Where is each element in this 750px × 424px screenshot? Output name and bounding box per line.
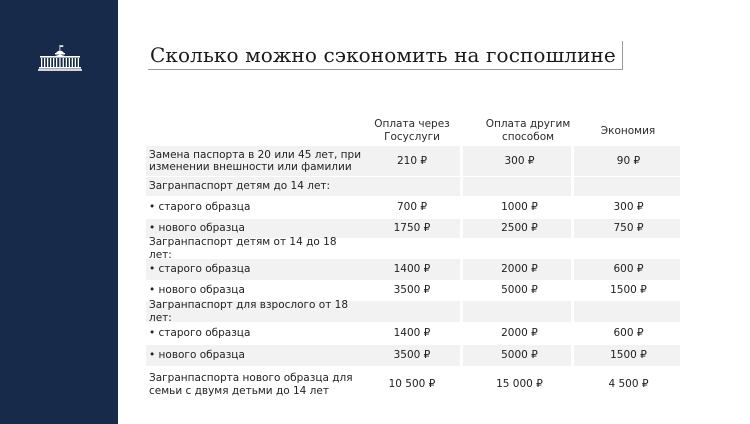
cell-other: 2500 ₽ <box>501 222 538 235</box>
row-label: Загранпаспорт для взрослого от 18 лет: <box>149 299 349 324</box>
column-header-savings: Экономия <box>600 125 656 137</box>
cell-gosuslugi: 210 ₽ <box>396 154 428 167</box>
table-row <box>146 301 680 323</box>
table-row <box>146 367 680 403</box>
cell-gosuslugi: 700 ₽ <box>396 201 428 214</box>
cell-savings: 1500 ₽ <box>610 284 647 297</box>
column-header-gosuslugi: Оплата через Госуслуги <box>374 118 450 143</box>
table-row <box>146 197 680 219</box>
cell-savings: 600 ₽ <box>613 263 644 276</box>
cell-other: 2000 ₽ <box>501 327 538 340</box>
cell-gosuslugi: 3500 ₽ <box>393 284 431 297</box>
cell-gosuslugi: 1400 ₽ <box>393 263 431 276</box>
table-row <box>146 236 680 261</box>
cell-gosuslugi: 1750 ₽ <box>393 222 431 235</box>
row-label: Загранпаспорт детям от 14 до 18 лет: <box>149 236 337 261</box>
cell-other: 5000 ₽ <box>501 284 538 297</box>
fee-table <box>146 146 680 403</box>
table-row <box>146 177 680 197</box>
cell-other: 300 ₽ <box>504 154 535 167</box>
table-row <box>146 281 680 301</box>
row-label: • нового образца <box>149 222 245 235</box>
row-label: Загранпаспорта нового образца для семьи с двумя детьми до 14 лет <box>149 372 353 397</box>
column-header-other: Оплата другим способом <box>485 118 571 143</box>
cell-savings: 750 ₽ <box>613 222 644 235</box>
cell-savings: 90 ₽ <box>616 154 641 167</box>
cell-savings: 300 ₽ <box>613 201 644 214</box>
government-building-icon <box>38 45 82 71</box>
cell-gosuslugi: 10 500 ₽ <box>388 378 436 391</box>
cell-gosuslugi: 3500 ₽ <box>393 349 431 362</box>
title-frame <box>148 41 623 70</box>
cell-savings: 600 ₽ <box>613 327 644 340</box>
cell-gosuslugi: 1400 ₽ <box>393 327 431 340</box>
row-label: • старого образца <box>149 201 251 214</box>
cell-other: 15 000 ₽ <box>496 378 543 391</box>
table-row <box>146 345 680 367</box>
table-row <box>146 259 680 281</box>
row-label: • нового образца <box>149 349 245 362</box>
cell-other: 1000 ₽ <box>501 201 538 214</box>
table-row <box>146 323 680 345</box>
cell-other: 5000 ₽ <box>501 349 538 362</box>
row-label: • старого образца <box>149 327 251 340</box>
cell-savings: 4 500 ₽ <box>608 378 649 391</box>
row-label: • нового образца <box>149 284 245 297</box>
sidebar-panel <box>0 0 118 424</box>
row-label: • старого образца <box>149 263 251 276</box>
row-label: Замена паспорта в 20 или 45 лет, при изменении внешности или фамилии <box>149 148 362 173</box>
row-label: Загранпаспорт детям до 14 лет: <box>149 180 331 193</box>
cell-other: 2000 ₽ <box>501 263 538 276</box>
table-row <box>146 146 680 177</box>
page-title: Сколько можно сэкономить на госпошлине <box>150 43 616 67</box>
cell-savings: 1500 ₽ <box>610 349 647 362</box>
